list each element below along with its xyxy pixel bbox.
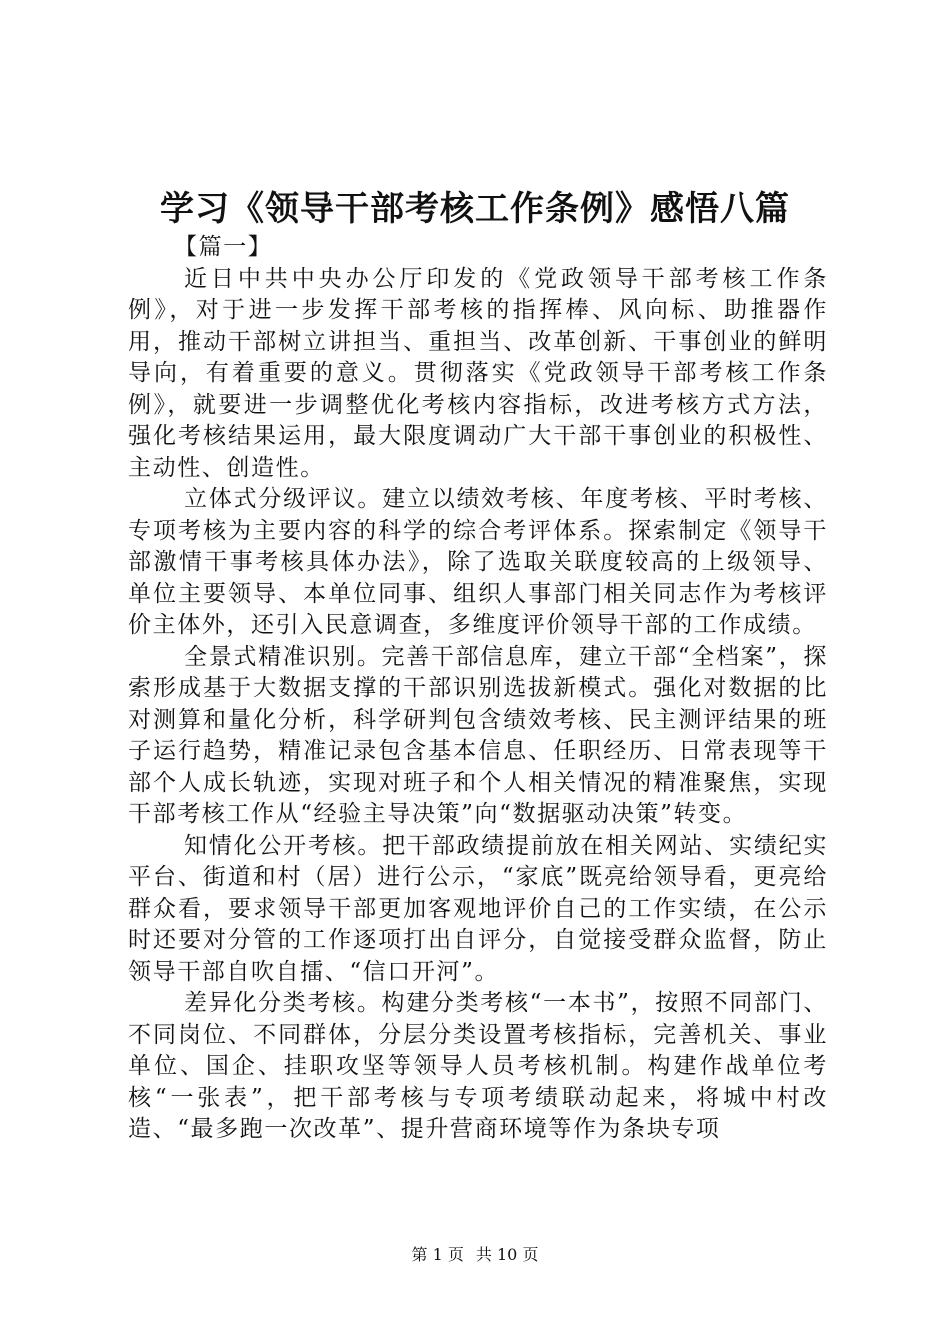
section-label: 【篇一】 [174,234,273,260]
paragraph-classified-assessment: 差异化分类考核。构建分类考核“一本书”，按照不同部门、不同岗位、不同群体，分层分类设置考核指标，完善机关、事业单位、国企、挂职攻坚等领导人员考核机制。构建作战单位考核“一张表”，把干部考核与专项考绩联动起来，将城中村改造、“最多跑一次改革”、提升营商环境等作为条块专项 [128,990,828,1142]
document-title: 学习《领导干部考核工作条例》感悟八篇 [160,189,790,229]
document-body [128,232,828,1146]
page-total: 共 10 页 [475,1245,539,1264]
paragraph-tiered-evaluation: 立体式分级评议。建立以绩效考核、年度考核、平时考核、专项考核为主要内容的科学的综合考评体系。探索制定《领导干部激情干事考核具体办法》，除了选取关联度较高的上级领导、单位主要领导、本单位同事、组织人事部门相关同志作为考核评价主体外，还引入民意调查，多维度评价领导干部的工作成绩。 [128,486,828,638]
page-footer [0,1244,950,1266]
paragraph-public-assessment: 知情化公开考核。把干部政绩提前放在相关网站、实绩纪实平台、街道和村（居）进行公示，“家底”既亮给领导看，更亮给群众看，要求领导干部更加客观地评价自己的工作实绩，在公示时还要对分管的工作逐项打出自评分，自觉接受群众监督，防止领导干部自吹自擂、“信口开河”。 [128,832,828,985]
paragraph-intro: 近日中共中央办公厅印发的《党政领导干部考核工作条例》，对于进一步发挥干部考核的指挥棒、风向标、助推器作用，推动干部树立讲担当、重担当、改革创新、干事创业的鲜明导向，有着重要的意义。贯彻落实《党政领导干部考核工作条例》，就要进一步调整优化考核内容指标，改进考核方式方法，强化考核结果运用，最大限度调动广大干部干事创业的积极性、主动性、创造性。 [128,265,828,481]
paragraph-precise-identification: 全景式精准识别。完善干部信息库，建立干部“全档案”，探索形成基于大数据支撑的干部识别选拔新模式。强化对数据的比对测算和量化分析，科学研判包含绩效考核、民主测评结果的班子运行趋势，精准记录包含基本信息、任职经历、日常表现等干部个人成长轨迹，实现对班子和个人相关情况的精准聚焦，实现干部考核工作从“经验主导决策”向“数据驱动决策”转变。 [128,643,828,827]
page-number: 第 1 页 [411,1245,464,1264]
